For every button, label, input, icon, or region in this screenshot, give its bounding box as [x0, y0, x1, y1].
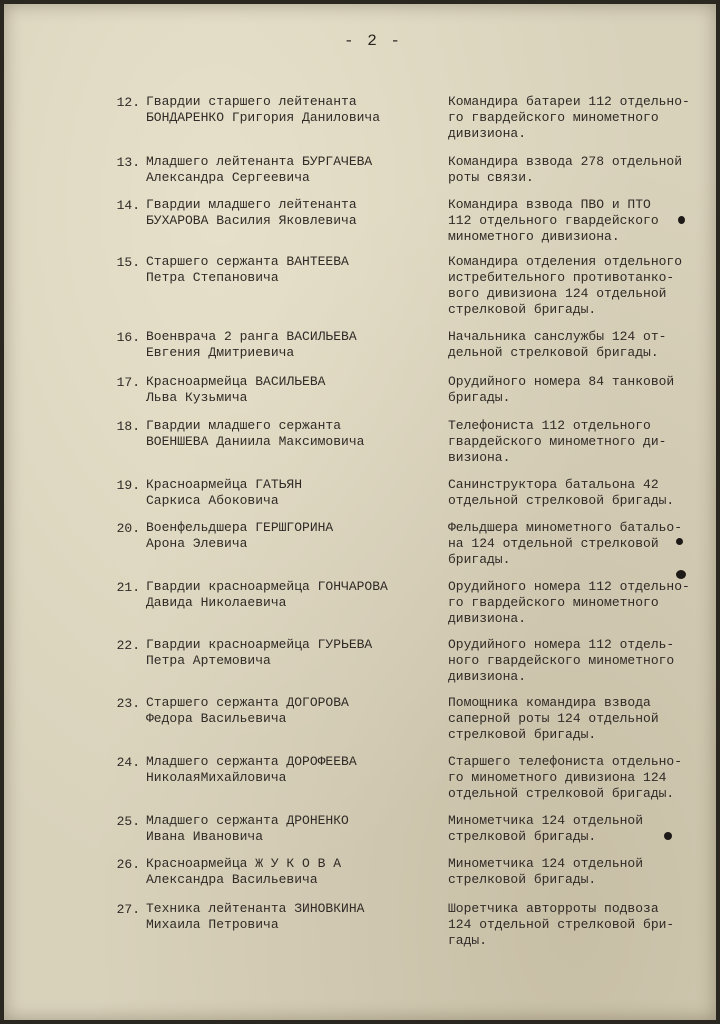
- entry-number: 23.: [116, 696, 140, 711]
- ink-blot: [676, 538, 683, 545]
- entry-number: 13.: [116, 155, 140, 170]
- document-page: [4, 4, 716, 1020]
- entry-number: 15.: [116, 255, 140, 270]
- entry-number: 18.: [116, 419, 140, 434]
- person-position: Санинструктора батальона 42 отдельной стрелковой бригады.: [448, 477, 675, 508]
- person-name: Военфельдшера ГЕРШГОРИНА Арона Элевича: [146, 520, 334, 551]
- person-position: Орудийного номера 112 отдельно- го гвардейского минометного дивизиона.: [448, 579, 690, 626]
- person-name: Красноармейца ГАТЬЯН Саркиса Абоковича: [146, 477, 303, 508]
- entry-number: 25.: [116, 814, 140, 829]
- ink-blot: [664, 832, 672, 840]
- page-number: - 2 -: [344, 32, 403, 50]
- ink-blot: [678, 216, 685, 224]
- person-position: Минометчика 124 отдельной стрелковой бригады.: [448, 856, 644, 887]
- person-position: Орудийного номера 84 танковой бригады.: [448, 374, 675, 405]
- entry-number: 22.: [116, 638, 140, 653]
- person-name: Младшего лейтенанта БУРГАЧЕВА Александра Сергеевича: [146, 154, 373, 185]
- person-name: Гвардии старшего лейтенанта БОНДАРЕНКО Григория Даниловича: [146, 94, 381, 125]
- person-position: Командира взвода 278 отдельной роты связи.: [448, 154, 683, 185]
- person-position: Телефониста 112 отдельного гвардейского минометного ди- визиона.: [448, 418, 667, 465]
- entry-number: 21.: [116, 580, 140, 595]
- entry-number: 27.: [116, 902, 140, 917]
- person-position: Минометчика 124 отдельной стрелковой бригады.: [448, 813, 644, 844]
- award-list: [4, 4, 716, 1020]
- person-name: Гвардии красноармейца ГОНЧАРОВА Давида Николаевича: [146, 579, 388, 610]
- person-name: Красноармейца ВАСИЛЬЕВА Льва Кузьмича: [146, 374, 326, 405]
- person-name: Гвардии младшего лейтенанта БУХАРОВА Василия Яковлевича: [146, 197, 357, 228]
- person-name: Старшего сержанта ДОГОРОВА Федора Васильевича: [146, 695, 349, 726]
- entry-number: 16.: [116, 330, 140, 345]
- entry-number: 14.: [116, 198, 140, 213]
- person-position: Командира батареи 112 отдельно- го гвардейского минометного дивизиона.: [448, 94, 690, 141]
- ink-blot: [676, 570, 686, 579]
- person-position: Фельдшера минометного батальо- на 124 отдельной стрелковой бригады.: [448, 520, 683, 567]
- person-position: Командира отделения отдельного истребительного противотанко- вого дивизиона 124 отдельной стрелковой бригады.: [448, 254, 683, 317]
- person-position: Помощника командира взвода саперной роты 124 отдельной стрелковой бригады.: [448, 695, 659, 742]
- person-position: Шоретчика авторроты подвоза 124 отдельной стрелковой бри- гады.: [448, 901, 675, 948]
- person-name: Красноармейца Ж У К О В А Александра Васильевича: [146, 856, 342, 887]
- entry-number: 26.: [116, 857, 140, 872]
- person-name: Младшего сержанта ДРОНЕНКО Ивана Ивановича: [146, 813, 349, 844]
- person-position: Командира взвода ПВО и ПТО 112 отдельного гвардейского минометного дивизиона.: [448, 197, 659, 244]
- entry-number: 17.: [116, 375, 140, 390]
- person-name: Младшего сержанта ДОРОФЕЕВА НиколаяМихайловича: [146, 754, 357, 785]
- person-name: Техника лейтенанта ЗИНОВКИНА Михаила Петровича: [146, 901, 365, 932]
- person-name: Старшего сержанта ВАНТЕЕВА Петра Степановича: [146, 254, 349, 285]
- person-name: Военврача 2 ранга ВАСИЛЬЕВА Евгения Дмитриевича: [146, 329, 357, 360]
- entry-number: 24.: [116, 755, 140, 770]
- entry-number: 20.: [116, 521, 140, 536]
- entry-number: 12.: [116, 95, 140, 110]
- person-name: Гвардии красноармейца ГУРЬЕВА Петра Артемовича: [146, 637, 373, 668]
- person-name: Гвардии младшего сержанта ВОЕНШЕВА Даниила Максимовича: [146, 418, 365, 449]
- person-position: Старшего телефониста отдельно- го минометного дивизиона 124 отдельной стрелковой бригады.: [448, 754, 683, 801]
- entry-number: 19.: [116, 478, 140, 493]
- person-position: Начальника санслужбы 124 от- дельной стрелковой бригады.: [448, 329, 667, 360]
- person-position: Орудийного номера 112 отдель- ного гвардейского минометного дивизиона.: [448, 637, 675, 684]
